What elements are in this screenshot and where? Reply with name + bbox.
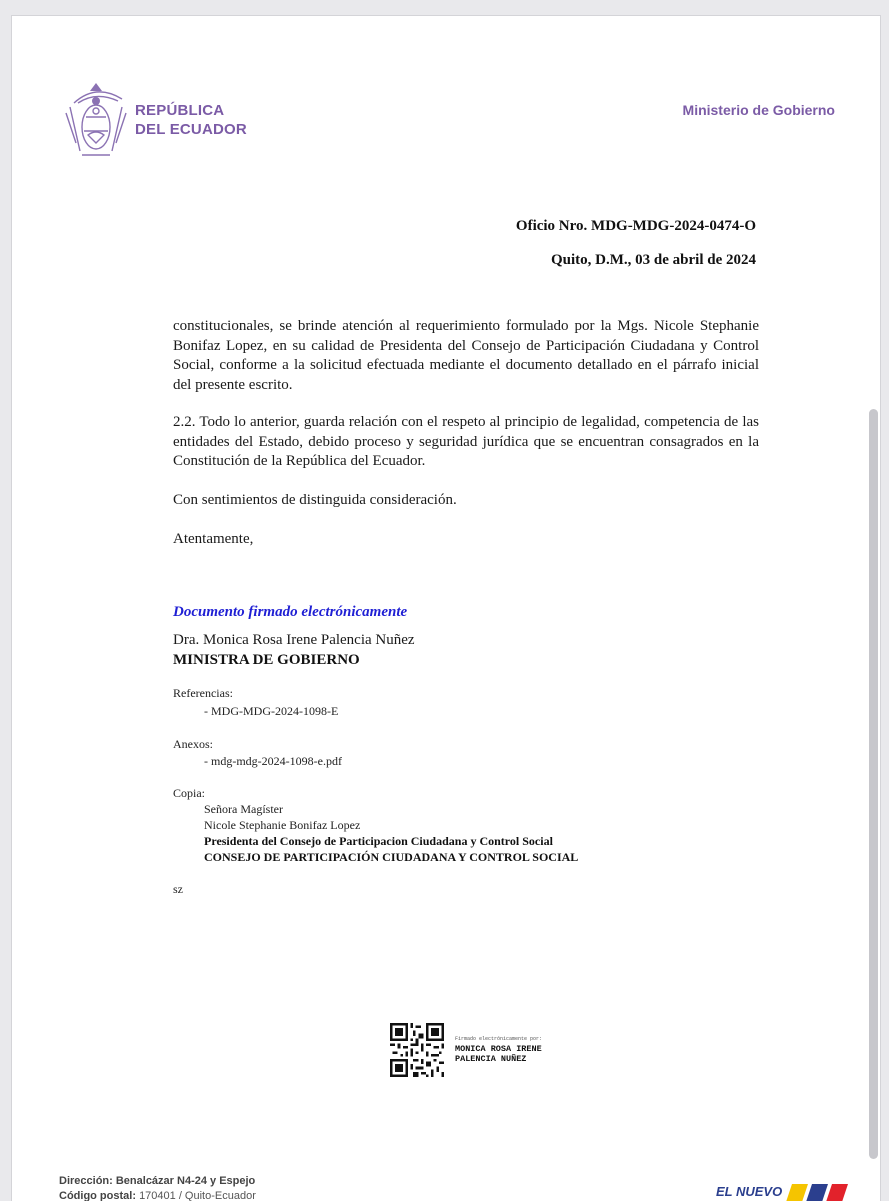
qr-code-icon <box>390 1023 444 1077</box>
address-label: Dirección: <box>59 1175 113 1187</box>
footer-address <box>59 1174 256 1201</box>
oficio-number: Oficio Nro. MDG-MDG-2024-0474-O <box>515 218 756 234</box>
electronic-signature-name <box>455 1044 542 1064</box>
document-date: Quito, D.M., 03 de abril de 2024 <box>551 252 756 268</box>
copy-name: Nicole Stephanie Bonifaz Lopez <box>204 818 361 832</box>
initials: sz <box>173 882 183 896</box>
logo-line-2: DEL ECUADOR <box>135 121 247 138</box>
postal-value: 170401 / Quito-Ecuador <box>139 1190 256 1201</box>
attachment-item: - mdg-mdg-2024-1098-e.pdf <box>204 754 342 768</box>
ministry-name: Ministerio de Gobierno <box>682 102 835 118</box>
signer-position: MINISTRA DE GOBIERNO <box>173 652 360 668</box>
document-page <box>11 15 881 1201</box>
reference-item: - MDG-MDG-2024-1098-E <box>204 704 339 718</box>
greeting: Con sentimientos de distinguida consideración. <box>173 492 457 508</box>
copy-title: Señora Magíster <box>204 802 283 816</box>
scrollbar-thumb[interactable] <box>869 409 878 1159</box>
electronic-signature-name-line-2: PALENCIA NUÑEZ <box>455 1054 527 1064</box>
postal-label: Código postal: <box>59 1190 136 1201</box>
electronic-signature-caption: Firmado electrónicamente por: <box>455 1036 543 1042</box>
address-value: Benalcázar N4-24 y Espejo <box>115 1175 256 1187</box>
copy-label: Copia: <box>173 786 205 800</box>
body-paragraph-2: 2.2. Todo lo anterior, guarda relación con el respeto al principio de legalidad, competencia de las entidades del Estado, debido proceso y seguridad jurídica que se encuentran consagrados en la Constitución de la República del Ecuador. <box>173 414 759 469</box>
copy-role: Presidenta del Consejo de Participacion Ciudadana y Control Social <box>204 834 553 848</box>
el-nuevo-brand: EL NUEVO <box>716 1184 783 1199</box>
references-label: Referencias: <box>173 686 233 700</box>
ecuador-flag-stripes-icon <box>786 1182 848 1201</box>
body-paragraph-1: constitucionales, se brinde atención al requerimiento formulado por la Mgs. Nicole Stephanie Bonifaz Lopez, en su calidad de Presidenta del Consejo de Participación Ciudadana y Control Social, conforme a la solicitud efectuada mediante el documento detallado en el párrafo inicial del presente escrito. <box>173 318 759 393</box>
closing: Atentamente, <box>173 531 254 547</box>
electronic-signature-name-line-1: MONICA ROSA IRENE <box>455 1044 542 1054</box>
republic-logo-text <box>135 101 247 139</box>
signed-electronically-label: Documento firmado electrónicamente <box>173 604 408 620</box>
logo-line-1: REPÚBLICA <box>135 102 225 119</box>
signer-name: Dra. Monica Rosa Irene Palencia Nuñez <box>173 632 415 648</box>
copy-institution: CONSEJO DE PARTICIPACIÓN CIUDADANA Y CONTROL SOCIAL <box>204 850 579 864</box>
attachments-label: Anexos: <box>173 737 213 751</box>
